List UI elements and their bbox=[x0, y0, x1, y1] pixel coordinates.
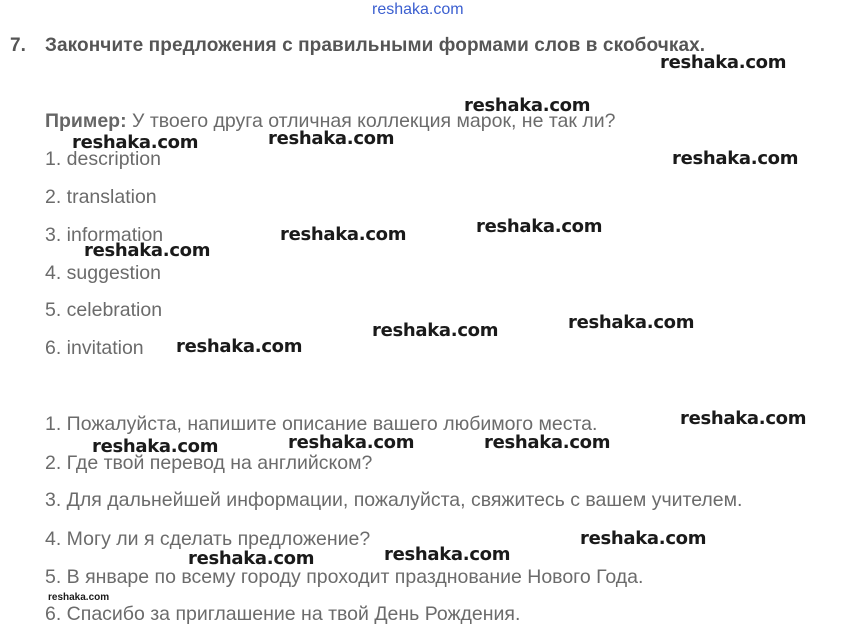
sentence-item-5: 5. В январе по всему городу проходит празднование Нового Года. bbox=[45, 566, 644, 588]
watermark: reshaka.com bbox=[476, 216, 603, 237]
sentence-item-2: 2. Где твой перевод на английском? bbox=[45, 452, 373, 474]
watermark: reshaka.com bbox=[464, 95, 591, 116]
watermark: reshaka.com bbox=[384, 544, 511, 565]
word-item-1: 1. description bbox=[45, 148, 161, 170]
watermark: reshaka.com bbox=[92, 436, 219, 457]
watermark: reshaka.com bbox=[188, 548, 315, 569]
watermark: reshaka.com bbox=[176, 336, 303, 357]
watermark: reshaka.com bbox=[484, 432, 611, 453]
sentence-item-6: 6. Спасибо за приглашение на твой День Рождения. bbox=[45, 603, 521, 625]
word-item-5: 5. celebration bbox=[45, 299, 163, 321]
task-title: Закончите предложения с правильными формами слов в скобочках. bbox=[45, 35, 706, 56]
task-heading bbox=[10, 35, 705, 57]
word-item-3: 3. information bbox=[45, 224, 164, 246]
word-item-6: 6. invitation bbox=[45, 337, 144, 359]
example-label: Пример: bbox=[45, 110, 127, 132]
example-text: У твоего друга отличная коллекция марок, не так ли? bbox=[126, 110, 616, 132]
watermark: reshaka.com bbox=[84, 240, 211, 261]
watermark: reshaka.com bbox=[372, 320, 499, 341]
watermark: reshaka.com bbox=[288, 432, 415, 453]
word-item-2: 2. translation bbox=[45, 186, 157, 208]
task-number: 7. bbox=[10, 35, 27, 56]
watermark-small: reshaka.com bbox=[48, 592, 110, 603]
watermark: reshaka.com bbox=[268, 128, 395, 149]
watermark: reshaka.com bbox=[280, 224, 407, 245]
watermark: reshaka.com bbox=[660, 52, 787, 73]
header-watermark: reshaka.com bbox=[372, 1, 464, 18]
watermark: reshaka.com bbox=[72, 132, 199, 153]
sentence-item-3: 3. Для дальнейшей информации, пожалуйста, свяжитесь с вашем учителем. bbox=[45, 489, 743, 511]
watermark: reshaka.com bbox=[680, 408, 807, 429]
watermark: reshaka.com bbox=[580, 528, 707, 549]
sentence-item-1: 1. Пожалуйста, напишите описание вашего любимого места. bbox=[45, 413, 598, 435]
sentence-item-4: 4. Могу ли я сделать предложение? bbox=[45, 528, 371, 550]
word-item-4: 4. suggestion bbox=[45, 262, 162, 284]
watermark: reshaka.com bbox=[672, 148, 799, 169]
watermark: reshaka.com bbox=[568, 312, 695, 333]
